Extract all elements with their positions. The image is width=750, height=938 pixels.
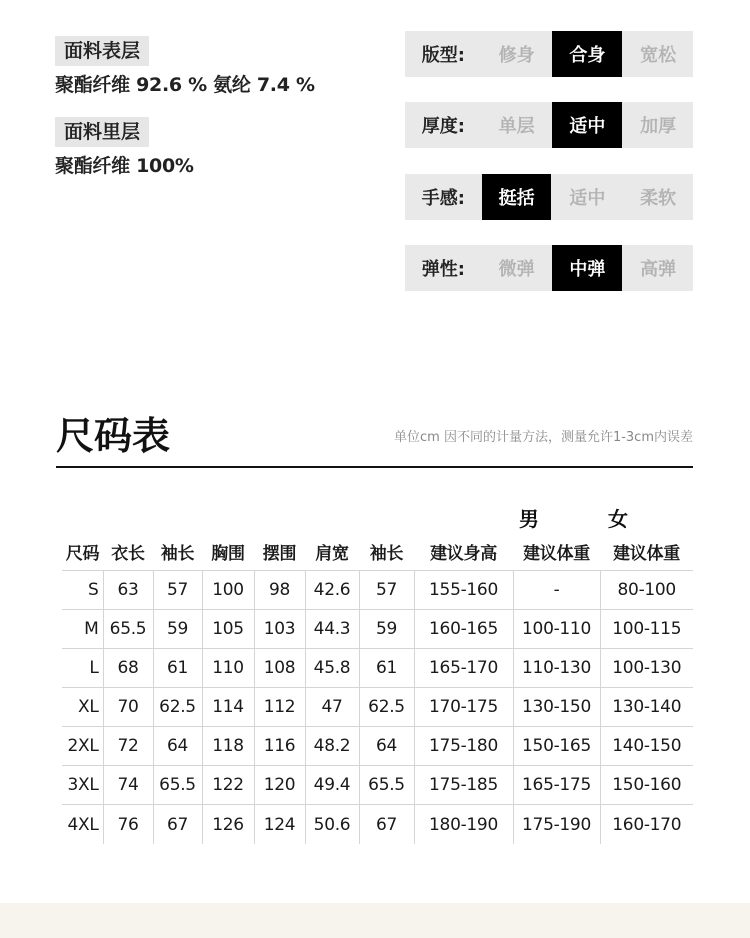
attribute-option-selected: 挺括 bbox=[482, 174, 552, 220]
size-cell: 3XL bbox=[62, 766, 103, 805]
table-cell: 80-100 bbox=[600, 571, 693, 610]
attribute-row bbox=[405, 102, 693, 148]
gender-male-label: 男 bbox=[519, 507, 539, 531]
fabric-inner-value: 聚酯纤维 100% bbox=[55, 155, 194, 177]
column-header: 建议身高 bbox=[430, 543, 497, 564]
table-cell: 64 bbox=[153, 727, 202, 766]
table-cell: 126 bbox=[202, 805, 254, 845]
table-cell: 100-110 bbox=[513, 610, 600, 649]
table-cell: 100-130 bbox=[600, 649, 693, 688]
attribute-row bbox=[405, 31, 693, 77]
column-header: 尺码 bbox=[65, 543, 100, 564]
column-header: 衣长 bbox=[111, 543, 145, 564]
table-cell: 42.6 bbox=[305, 571, 359, 610]
table-cell: 47 bbox=[305, 688, 359, 727]
attribute-option: 修身 bbox=[498, 45, 535, 66]
attribute-option: 宽松 bbox=[640, 45, 677, 66]
attribute-label: 手感: bbox=[421, 188, 465, 209]
table-cell: 175-190 bbox=[513, 805, 600, 845]
attribute-option: 单层 bbox=[498, 116, 535, 137]
table-cell: 72 bbox=[103, 727, 153, 766]
table-cell: 61 bbox=[153, 649, 202, 688]
table-cell: 130-140 bbox=[600, 688, 693, 727]
table-cell: 57 bbox=[359, 571, 414, 610]
table-cell: 67 bbox=[153, 805, 202, 845]
table-cell: 57 bbox=[153, 571, 202, 610]
fabric-outer-value: 聚酯纤维 92.6 % 氨纶 7.4 % bbox=[55, 74, 315, 96]
table-cell: 175-185 bbox=[414, 766, 513, 805]
table-cell: 118 bbox=[202, 727, 254, 766]
table-cell: 160-165 bbox=[414, 610, 513, 649]
size-chart-note: 单位cm 因不同的计量方法，测量允许1-3cm内误差 bbox=[394, 430, 693, 445]
table-cell: 114 bbox=[202, 688, 254, 727]
column-header: 袖长 bbox=[369, 543, 404, 564]
table-cell: 67 bbox=[359, 805, 414, 845]
table-cell: 150-160 bbox=[600, 766, 693, 805]
column-header: 建议体重 bbox=[523, 543, 590, 564]
attribute-option: 微弹 bbox=[498, 259, 535, 280]
table-row bbox=[62, 610, 693, 649]
table-cell: 124 bbox=[254, 805, 305, 845]
size-cell: L bbox=[62, 649, 103, 688]
table-cell: 180-190 bbox=[414, 805, 513, 845]
size-table-header bbox=[62, 532, 693, 571]
fabric-outer bbox=[55, 36, 315, 97]
table-cell: 76 bbox=[103, 805, 153, 845]
size-table bbox=[62, 532, 693, 844]
size-chart-title: 尺码表 bbox=[56, 414, 171, 458]
table-row bbox=[62, 688, 693, 727]
gender-female-label: 女 bbox=[608, 507, 628, 531]
table-cell: 112 bbox=[254, 688, 305, 727]
table-cell: 110-130 bbox=[513, 649, 600, 688]
table-cell: 130-150 bbox=[513, 688, 600, 727]
table-cell: 65.5 bbox=[153, 766, 202, 805]
table-row bbox=[62, 571, 693, 610]
attribute-option: 加厚 bbox=[640, 116, 677, 137]
table-cell: 120 bbox=[254, 766, 305, 805]
table-cell: 160-170 bbox=[600, 805, 693, 845]
table-row bbox=[62, 649, 693, 688]
table-cell: 98 bbox=[254, 571, 305, 610]
attribute-option-selected: 中弹 bbox=[552, 245, 622, 291]
title-divider bbox=[56, 466, 693, 468]
table-cell: 50.6 bbox=[305, 805, 359, 845]
fabric-inner bbox=[55, 117, 194, 178]
table-cell: 65.5 bbox=[103, 610, 153, 649]
table-cell: 105 bbox=[202, 610, 254, 649]
table-row bbox=[62, 727, 693, 766]
table-cell: 65.5 bbox=[359, 766, 414, 805]
table-cell: 74 bbox=[103, 766, 153, 805]
attribute-row bbox=[405, 174, 693, 220]
table-cell: 49.4 bbox=[305, 766, 359, 805]
column-header: 胸围 bbox=[211, 543, 245, 564]
column-header: 摆围 bbox=[262, 543, 297, 564]
attribute-option: 高弹 bbox=[640, 259, 677, 280]
column-header: 肩宽 bbox=[315, 543, 349, 564]
table-cell: 61 bbox=[359, 649, 414, 688]
table-cell: 68 bbox=[103, 649, 153, 688]
table-cell: 64 bbox=[359, 727, 414, 766]
attribute-row bbox=[405, 245, 693, 291]
size-cell: XL bbox=[62, 688, 103, 727]
table-cell: 165-175 bbox=[513, 766, 600, 805]
attribute-option-selected: 适中 bbox=[552, 102, 622, 148]
attribute-option: 适中 bbox=[569, 188, 606, 209]
size-cell: S bbox=[62, 571, 103, 610]
table-cell: - bbox=[513, 571, 600, 610]
column-header: 袖长 bbox=[160, 543, 195, 564]
fabric-inner-label: 面料里层 bbox=[55, 117, 149, 147]
table-cell: 108 bbox=[254, 649, 305, 688]
table-cell: 140-150 bbox=[600, 727, 693, 766]
attribute-option-selected: 合身 bbox=[552, 31, 622, 77]
table-cell: 70 bbox=[103, 688, 153, 727]
table-cell: 110 bbox=[202, 649, 254, 688]
table-row bbox=[62, 766, 693, 805]
table-cell: 59 bbox=[153, 610, 202, 649]
attribute-label: 弹性: bbox=[421, 259, 465, 280]
table-cell: 63 bbox=[103, 571, 153, 610]
column-header: 建议体重 bbox=[613, 543, 680, 564]
size-cell: M bbox=[62, 610, 103, 649]
table-cell: 103 bbox=[254, 610, 305, 649]
table-cell: 45.8 bbox=[305, 649, 359, 688]
table-cell: 165-170 bbox=[414, 649, 513, 688]
size-cell: 2XL bbox=[62, 727, 103, 766]
table-cell: 59 bbox=[359, 610, 414, 649]
footer-band bbox=[0, 903, 750, 938]
table-cell: 62.5 bbox=[359, 688, 414, 727]
table-cell: 122 bbox=[202, 766, 254, 805]
table-cell: 170-175 bbox=[414, 688, 513, 727]
attribute-option: 柔软 bbox=[640, 188, 677, 209]
table-cell: 175-180 bbox=[414, 727, 513, 766]
attribute-label: 厚度: bbox=[421, 116, 465, 137]
table-cell: 116 bbox=[254, 727, 305, 766]
table-cell: 44.3 bbox=[305, 610, 359, 649]
table-cell: 62.5 bbox=[153, 688, 202, 727]
table-cell: 150-165 bbox=[513, 727, 600, 766]
table-cell: 100 bbox=[202, 571, 254, 610]
attribute-label: 版型: bbox=[421, 45, 465, 66]
table-cell: 155-160 bbox=[414, 571, 513, 610]
table-cell: 100-115 bbox=[600, 610, 693, 649]
table-cell: 48.2 bbox=[305, 727, 359, 766]
table-row bbox=[62, 805, 693, 845]
size-cell: 4XL bbox=[62, 805, 103, 845]
fabric-outer-label: 面料表层 bbox=[55, 36, 149, 66]
